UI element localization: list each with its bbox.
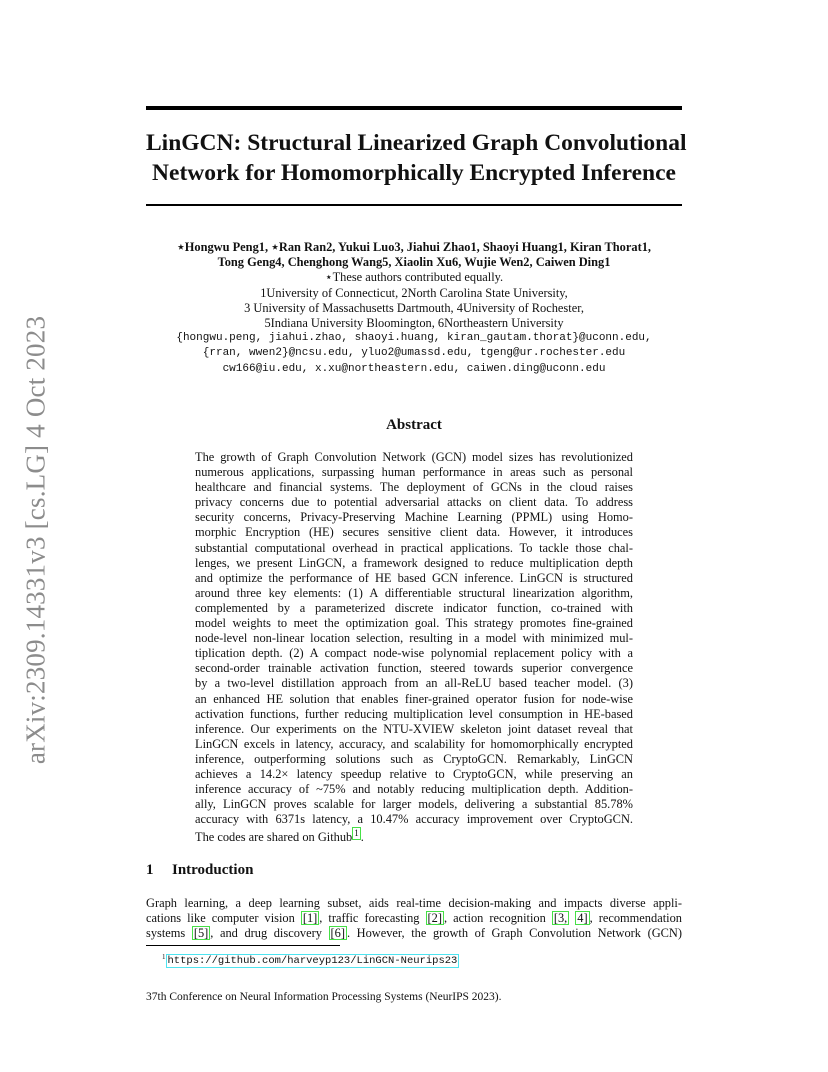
intro-line-3: [146, 926, 682, 941]
abstract-line: inference, outperforming solutions such as CryptoGCN. Remarkably, LinGCN: [195, 751, 633, 766]
title-bottom-rule: [146, 204, 682, 206]
citation-link[interactable]: [6]: [330, 926, 345, 941]
abstract-line: security concerns, Privacy-Preserving Machine Learning (PPML) using Homo-: [195, 510, 633, 525]
author-block: [140, 240, 688, 377]
affiliation-line-2: 3 University of Massachusetts Dartmouth, 4University of Rochester,: [244, 300, 584, 315]
section-title: Introduction: [172, 862, 254, 878]
citation-link[interactable]: [1]: [302, 911, 318, 926]
abstract-line: accuracy with 6371s latency, a 10.47% accuracy improvement over CryptoGCN.: [195, 812, 633, 827]
intro-text: , traffic forecasting: [319, 911, 426, 926]
paper-title: [146, 128, 687, 188]
intro-text: systems: [146, 926, 192, 941]
abstract-line: lenges, we present LinGCN, a framework designed to reduce multiplication depth: [195, 555, 633, 570]
intro-text: , action recognition: [443, 911, 552, 926]
abstract-last-text: The codes are shared on Github: [195, 830, 353, 845]
title-line-2: Network for Homomorphically Encrypted Inference: [152, 160, 676, 186]
abstract-line: morphic Encryption (HE) secures sensitive client data. However, it introduces: [195, 525, 633, 540]
footnote-link-1[interactable]: 1: [354, 828, 359, 839]
footnote-rule: [146, 945, 340, 946]
abstract-line: healthcare and financial systems. The deployment of GCNs in the cloud raises: [195, 480, 633, 495]
abstract-line: LinGCN excels in latency, accuracy, and scalability for homomorphically encrypted: [195, 736, 633, 751]
affiliation-line-1: 1University of Connecticut, 2North Carolina State University,: [260, 285, 568, 300]
abstract-line: tiplication depth. (2) A compact node-wise polynomial replacement policy with a: [195, 646, 633, 661]
abstract-line: The growth of Graph Convolution Network (GCN) model sizes has revolutionized: [195, 450, 633, 464]
intro-text: cations like computer vision: [146, 911, 301, 926]
email-line-2: {rran, wwen2}@ncsu.edu, yluo2@umassd.edu, tgeng@ur.rochester.edu: [202, 347, 626, 360]
intro-line-1: Graph learning, a deep learning subset, aids real-time decision-making and impacts diverse appli-: [146, 896, 682, 910]
introduction-body: [146, 896, 682, 941]
email-line-1: {hongwu.peng, jiahui.zhao, shaoyi.huang, kiran_gautam.thorat}@uconn.edu,: [176, 332, 652, 345]
citation-link[interactable]: [5]: [193, 926, 209, 941]
section-number: 1: [146, 862, 154, 878]
abstract-line: privacy concerns due to potential adversarial attacks on client data. To address: [195, 495, 633, 510]
email-line-3: cw166@iu.edu, x.xu@northeastern.edu, caiwen.ding@uconn.edu: [222, 362, 606, 375]
abstract-line: substantial computational overhead in practical applications. To tackle those chal-: [195, 540, 633, 555]
arxiv-identifier: arXiv:2309.14331v3 [cs.LG] 4 Oct 2023: [20, 315, 51, 765]
intro-text: , and drug discovery: [210, 926, 329, 941]
abstract-line: around three key elements: (1) A differentiable structural linearization algorithm,: [195, 585, 633, 600]
title-top-rule: [146, 106, 682, 110]
abstract-line: numerous applications, surpassing human performance in areas such as personal: [195, 465, 633, 480]
abstract-body: [195, 450, 633, 845]
intro-text: , recommendation: [589, 911, 682, 926]
abstract-line: node-level non-linear location selection, resulting in a model with minimized mul-: [195, 631, 633, 646]
abstract-heading: Abstract: [386, 417, 442, 433]
arxiv-stamp: [18, 280, 54, 800]
abstract-line: inference. Our experiments on the NTU-XVIEW skeleton joint dataset reveal that: [195, 721, 633, 736]
title-line-1: LinGCN: Structural Linearized Graph Convolutional: [146, 130, 687, 156]
abstract-line: complemented by a parameterized discrete indicator function, co-trained with: [195, 600, 633, 615]
abstract-line: inference accuracy of ~75% and notably reducing multiplication depth. Addition-: [195, 782, 633, 797]
abstract-line: model weights to meet the optimization goal. This strategy promotes fine-grained: [195, 616, 633, 631]
abstract-line: an enhanced HE solution that enables finer-grained operator fusion for node-wise: [195, 691, 633, 706]
abstract-line: by a two-level distillation approach from an all-ReLU based teacher model. (3): [195, 676, 633, 691]
author-line-1: ⋆Hongwu Peng1, ⋆Ran Ran2, Yukui Luo3, Jiahui Zhao1, Shaoyi Huang1, Kiran Thorat1,: [177, 240, 651, 254]
equal-contribution-note: ⋆These authors contributed equally.: [324, 270, 504, 285]
footnote: [162, 951, 459, 968]
section-heading-introduction: [146, 862, 253, 879]
abstract-line: second-order trainable activation function, steered towards superior convergence: [195, 661, 633, 676]
affiliation-line-3: 5Indiana University Bloomington, 6Northeastern University: [264, 316, 564, 331]
intro-line-2: [146, 911, 682, 926]
citation-link[interactable]: [2]: [427, 911, 442, 926]
abstract-line: activation functions, further reducing multiplication level consumption in HE-based: [195, 706, 633, 721]
abstract-line: ally, LinGCN proves scalable for larger models, delivering a substantial 85.78%: [195, 797, 633, 812]
citation-link[interactable]: 4]: [577, 911, 588, 926]
citation-link[interactable]: [3,: [553, 911, 568, 926]
abstract-line: achieves a 14.2× latency speedup relative to CryptoGCN, while preserving an: [195, 766, 633, 781]
footnote-marker: 1: [162, 953, 166, 961]
intro-text: . However, the growth of Graph Convolution Network (GCN): [346, 926, 682, 941]
abstract-line: and optimize the performance of HE based GCN inference. LinGCN is structured: [195, 570, 633, 585]
abstract-last-period: .: [360, 830, 364, 845]
github-link[interactable]: https://github.com/harveyp123/LinGCN-Neurips23: [167, 955, 458, 968]
conference-note: 37th Conference on Neural Information Processing Systems (NeurIPS 2023).: [146, 991, 502, 1003]
author-line-2: Tong Geng4, Chenghong Wang5, Xiaolin Xu6, Wujie Wen2, Caiwen Ding1: [217, 255, 611, 270]
abstract-last-line: [195, 827, 633, 845]
